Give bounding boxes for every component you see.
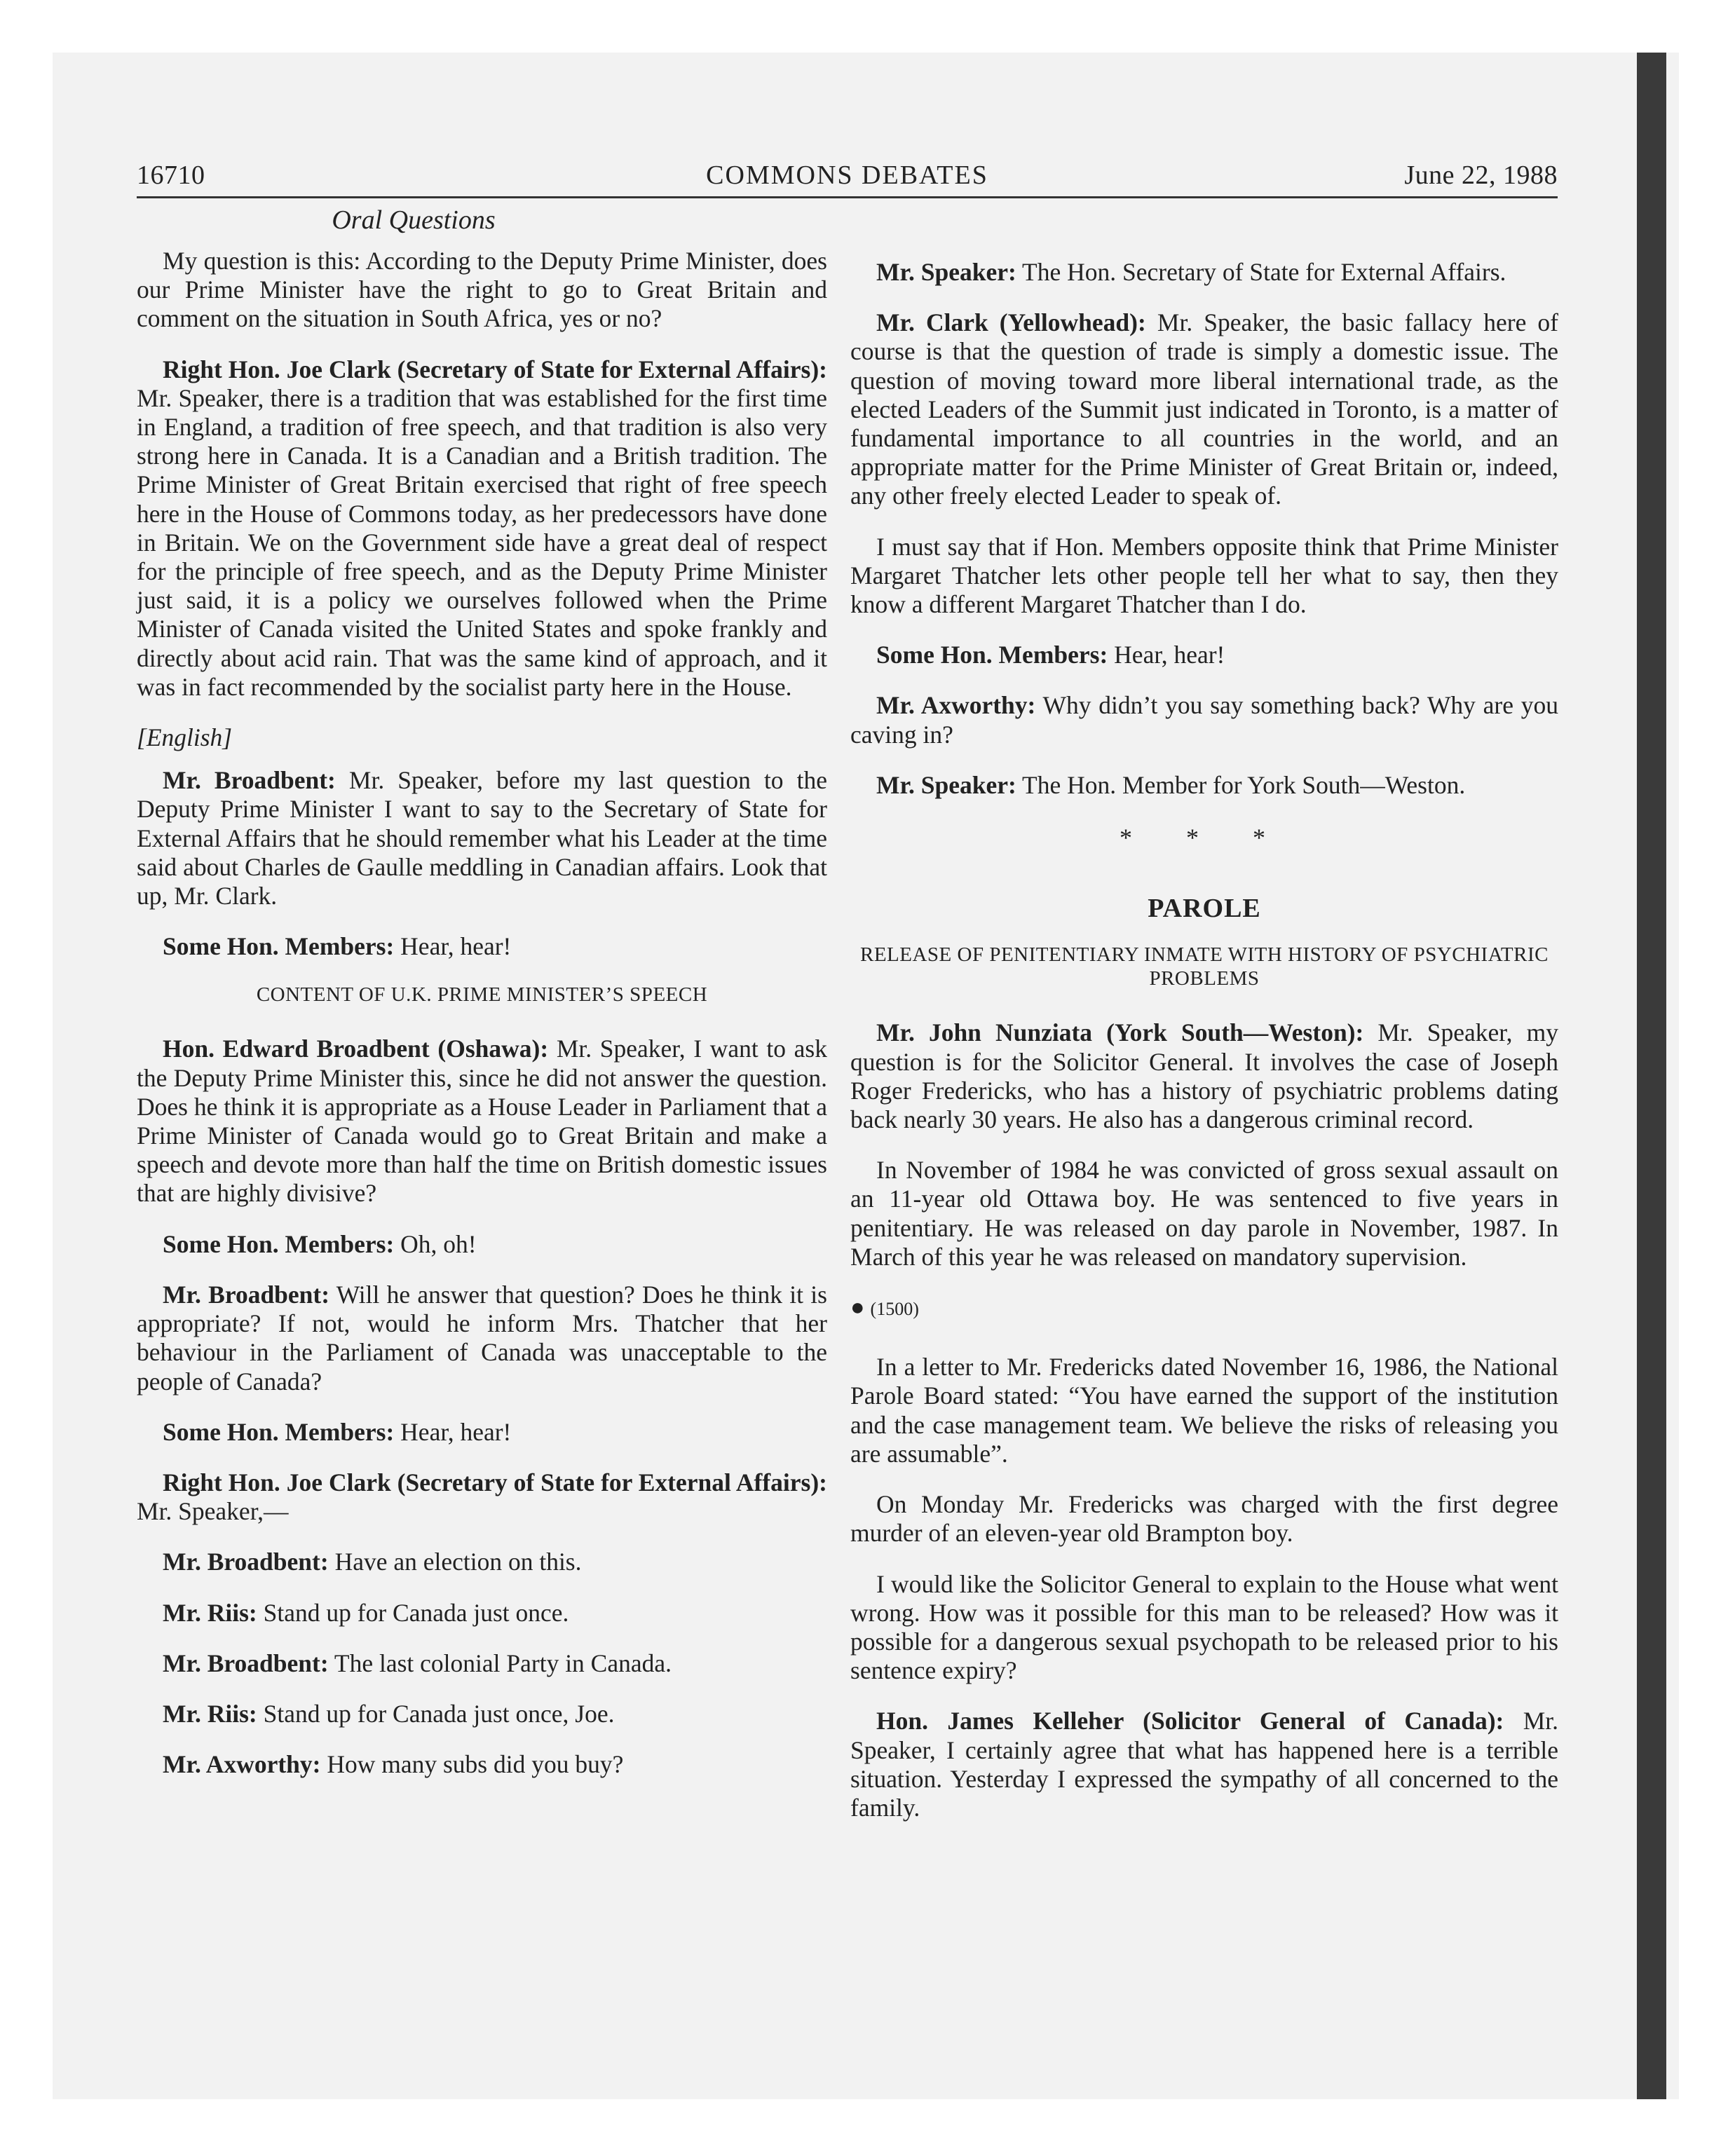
speaker-name: Mr. Speaker: xyxy=(876,258,1016,286)
speaker-name: Mr. Clark (Yellowhead): xyxy=(876,308,1146,337)
speech-text: Stand up for Canada just once. xyxy=(257,1598,569,1627)
section-heading: PAROLE xyxy=(1148,894,1261,924)
paragraph xyxy=(850,1018,1558,1134)
paragraph xyxy=(137,1281,827,1396)
speaker-name: Some Hon. Members: xyxy=(163,1417,395,1446)
speech-text: The Hon. Member for York South—Weston. xyxy=(1016,770,1466,799)
speech-text: Stand up for Canada just once, Joe. xyxy=(257,1699,615,1728)
speaker-name: Mr. Riis: xyxy=(163,1598,257,1627)
section-subhead: Oral Questions xyxy=(332,205,496,235)
section-divider-stars: * * * xyxy=(1120,824,1289,852)
time-marker xyxy=(850,1293,1558,1323)
speech-text: The last colonial Party in Canada. xyxy=(328,1649,672,1677)
paragraph xyxy=(850,771,1558,800)
paragraph xyxy=(850,641,1558,669)
speaker-name: Some Hon. Members: xyxy=(876,641,1108,669)
speaker-name: Right Hon. Joe Clark (Secretary of State for External Affairs): xyxy=(163,355,827,383)
speech-text: Mr. Speaker, the basic fallacy here of course is that the question of trade is simply a domestic issue. The question of moving toward more liberal international trade, as the elected Leaders of the Summit just indicated in Toronto, is a matter of fundamental importance to all countries in the world, and an appropriate matter for the Prime Minister of Great Britain or, indeed, any other freely elected Leader to speak of. xyxy=(850,308,1558,510)
speaker-name: Mr. Broadbent: xyxy=(163,1649,329,1677)
language-marker: [English] xyxy=(137,723,233,752)
speaker-name: Hon. James Kelleher (Solicitor General of Canada): xyxy=(876,1707,1504,1735)
paragraph: I would like the Solicitor General to explain to the House what went wrong. How was it possible for this man to be released? How was it possible for a dangerous sexual psychopath to be released prior to his sentence expiry? xyxy=(850,1569,1558,1685)
paragraph xyxy=(137,1599,827,1628)
speaker-name: Mr. John Nunziata (York South—Weston): xyxy=(876,1018,1364,1047)
speaker-name: Mr. Riis: xyxy=(163,1699,257,1728)
speech-text: Hear, hear! xyxy=(1108,641,1225,669)
paragraph xyxy=(137,932,827,961)
left-column xyxy=(137,247,827,1801)
right-column xyxy=(850,258,1558,1844)
paragraph xyxy=(137,1418,827,1447)
paragraph xyxy=(850,691,1558,749)
speech-text: Why didn’t you say something back? Why are you caving in? xyxy=(850,691,1558,749)
paragraph: I must say that if Hon. Members opposite think that Prime Minister Margaret Thatcher lets other people tell her what to say, then they know a different Margaret Thatcher than I do. xyxy=(850,532,1558,619)
paragraph xyxy=(137,1035,827,1208)
paragraph xyxy=(137,1468,827,1526)
speech-text: Mr. Speaker, before my last question to the Deputy Prime Minister I want to say to the Secretary of State for External Affairs that he should remember what his Leader at the time said about Charles de Gaulle meddling in Canadian affairs. Look that up, Mr. Clark. xyxy=(137,766,827,910)
speech-text: Mr. Speaker,— xyxy=(137,1497,289,1526)
speech-text: Mr. Speaker, there is a tradition that was established for the first time in England, a tradition of free speech, and that tradition is also very strong here in Canada. It is a Canadian and a British tradition. The Prime Minister of Great Britain exercised that right of free speech here in the House of Commons today, as her predecessors have done in Britain. We on the Government side have a great deal of respect for the principle of free speech, and as the Deputy Prime Minister just said, it is a policy we ourselves followed when the Prime Minister of Canada visited the United States and spoke frankly and directly about acid rain. That was the same kind of approach, and it was in fact recommended by the socialist party here in the House. xyxy=(137,383,827,701)
paragraph: My question is this: According to the Deputy Prime Minister, does our Prime Minister have the right to go to Great Britain and comment on the situation in South Africa, yes or no? xyxy=(137,247,827,333)
paragraph: On Monday Mr. Fredericks was charged with the first degree murder of an eleven-year old Brampton boy. xyxy=(850,1490,1558,1548)
speech-text: Oh, oh! xyxy=(394,1229,477,1258)
speech-text: Mr. Speaker, I want to ask the Deputy Prime Minister this, since he did not answer the question. Does he think it is appropriate as a House Leader in Parliament that a Prime Minister of Canada would go to Great Britain and make a speech and devote more than half the time on British domestic issues that are highly divisive? xyxy=(137,1035,827,1208)
page-number: 16710 xyxy=(137,161,205,190)
paragraph xyxy=(137,1750,827,1779)
topic-heading: RELEASE OF PENITENTIARY INMATE WITH HISTORY OF PSYCHIATRIC PROBLEMS xyxy=(859,943,1549,990)
speaker-name: Mr. Broadbent: xyxy=(163,1280,330,1309)
speech-text: How many subs did you buy? xyxy=(320,1750,624,1779)
paragraph xyxy=(137,1649,827,1678)
page-binding-edge xyxy=(1637,53,1666,2099)
page-date: June 22, 1988 xyxy=(1404,161,1558,190)
paragraph xyxy=(850,308,1558,510)
speaker-name: Hon. Edward Broadbent (Oshawa): xyxy=(163,1035,549,1063)
bullet-icon: ● xyxy=(850,1295,865,1321)
speech-text: Mr. Speaker, my question is for the Solicitor General. It involves the case of Joseph Roger Fredericks, who has a history of psychiatric problems dating back nearly 30 years. He also has a dangerous criminal record. xyxy=(850,1018,1558,1134)
paragraph xyxy=(137,1700,827,1728)
speaker-name: Some Hon. Members: xyxy=(163,932,395,961)
speech-text: Mr. Speaker, I certainly agree that what has happened here is a terrible situation. Yesterday I expressed the sympathy of all concerned to the family. xyxy=(850,1707,1558,1822)
paragraph xyxy=(137,1230,827,1259)
speaker-name: Mr. Axworthy: xyxy=(163,1750,321,1779)
speech-text: Hear, hear! xyxy=(394,1417,512,1446)
speaker-name: Some Hon. Members: xyxy=(163,1229,395,1258)
speaker-name: Mr. Broadbent: xyxy=(163,1548,329,1576)
paragraph xyxy=(137,1548,827,1576)
page-header xyxy=(137,160,1558,198)
speaker-name: Mr. Broadbent: xyxy=(163,766,336,795)
paragraph xyxy=(850,1707,1558,1822)
time-stamp: (1500) xyxy=(870,1299,919,1320)
paragraph: In November of 1984 he was convicted of gross sexual assault on an 11-year old Ottawa boy. He was sentenced to five years in penitentiary. He was released on day parole in November, 1987. In March of this year he was released on mandatory supervision. xyxy=(850,1156,1558,1271)
paragraph xyxy=(850,258,1558,287)
publication-title: COMMONS DEBATES xyxy=(706,161,988,190)
paragraph xyxy=(137,766,827,910)
speaker-name: Mr. Speaker: xyxy=(876,770,1016,799)
speaker-name: Mr. Axworthy: xyxy=(876,691,1036,720)
speech-text: The Hon. Secretary of State for External Affairs. xyxy=(1016,258,1506,286)
speaker-name: Right Hon. Joe Clark (Secretary of State for External Affairs): xyxy=(163,1468,827,1496)
speech-text: Hear, hear! xyxy=(394,932,512,961)
paragraph: In a letter to Mr. Fredericks dated November 16, 1986, the National Parole Board stated: “You have earned the support of the institution and the case management team. We believe the risks of releasing you are assumable”. xyxy=(850,1353,1558,1468)
topic-heading: CONTENT OF U.K. PRIME MINISTER’S SPEECH xyxy=(256,983,708,1007)
paragraph xyxy=(137,355,827,702)
speech-text: Will he answer that question? Does he think it is appropriate? If not, would he inform Mrs. Thatcher that her behaviour in the Parliament of Canada was unacceptable to the people of Canada? xyxy=(137,1280,827,1396)
speech-text: Have an election on this. xyxy=(328,1548,582,1576)
